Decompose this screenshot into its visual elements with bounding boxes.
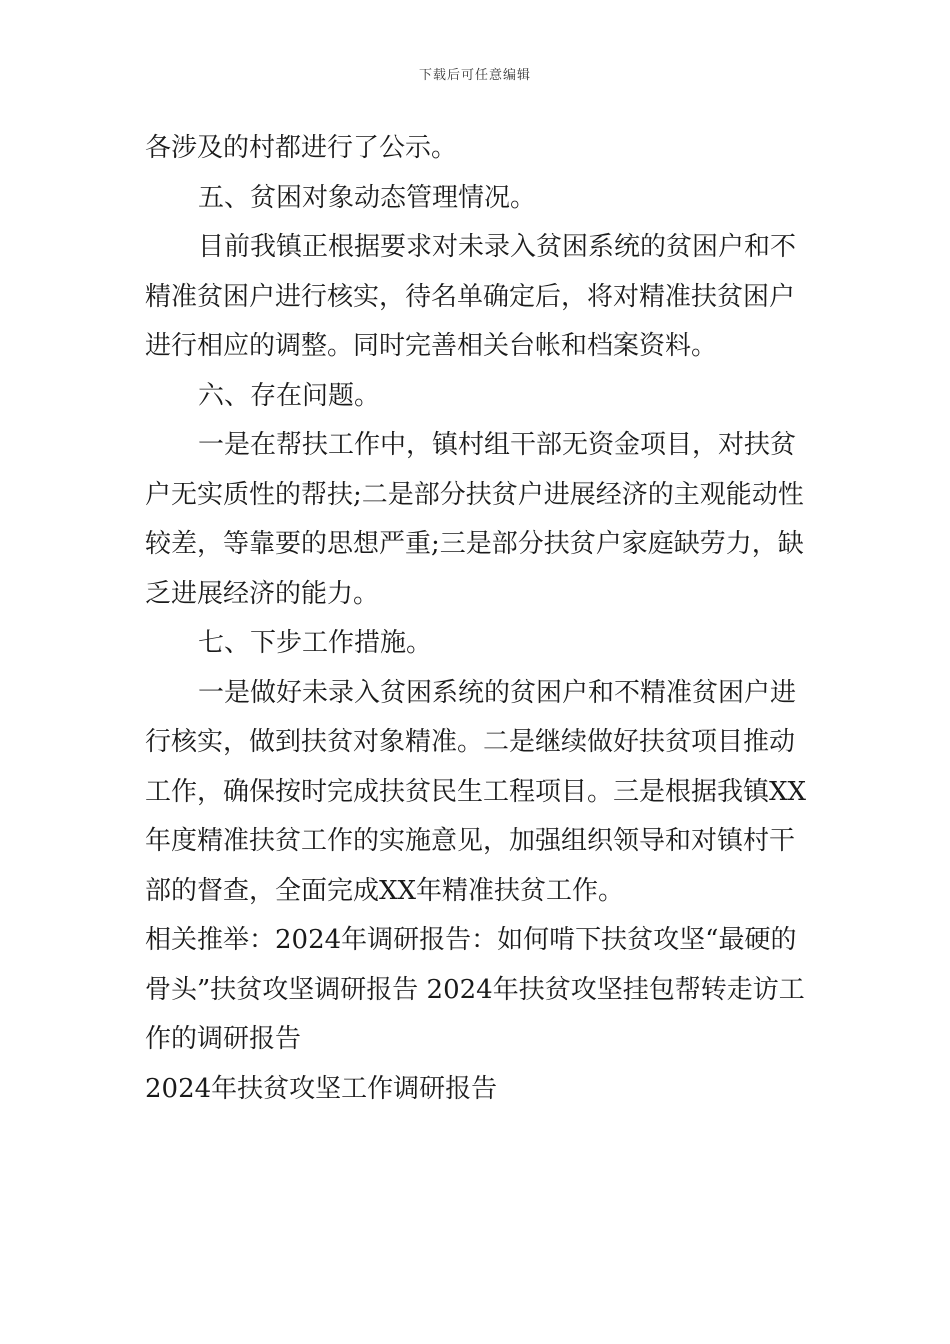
text-line: 进行相应的调整。同时完善相关台帐和档案资料。 (145, 331, 718, 361)
document-title-line: 2024年扶贫攻坚工作调研报告 (145, 1073, 498, 1104)
section-heading: 五、贫困对象动态管理情况。 (198, 182, 537, 213)
related-line: 骨头”扶贫攻坚调研报告 2024年扶贫攻坚挂包帮转走访工 (145, 974, 805, 1005)
text-line: 一是在帮扶工作中，镇村组干部无资金项目，对扶贫 (198, 430, 797, 460)
text-line: 各涉及的村都进行了公示。 (145, 133, 458, 163)
text-line: 户无实质性的帮扶;二是部分扶贫户进展经济的主观能动性 (145, 479, 804, 510)
text-line: 行核实，做到扶贫对象精准。二是继续做好扶贫项目推动 (145, 727, 796, 757)
section-heading: 六、存在问题。 (198, 380, 381, 411)
text-line: 精准贫困户进行核实，待名单确定后，将对精准扶贫困户 (145, 281, 796, 312)
section-heading: 七、下步工作措施。 (198, 628, 433, 658)
text-line: 乏进展经济的能力。 (145, 578, 380, 609)
document-body (145, 124, 810, 1114)
text-line: 部的督查，全面完成XX年精准扶贫工作。 (145, 875, 625, 906)
related-line: 作的调研报告 (145, 1024, 302, 1054)
text-line: 较差，等靠要的思想严重;三是部分扶贫户家庭缺劳力，缺 (145, 529, 804, 559)
text-line: 目前我镇正根据要求对未录入贫困系统的贫困户和不 (198, 232, 797, 262)
text-line: 年度精准扶贫工作的实施意见，加强组织领导和对镇村干 (145, 826, 796, 856)
text-line: 工作，确保按时完成扶贫民生工程项目。三是根据我镇XX (145, 776, 807, 807)
text-line: 一是做好未录入贫困系统的贫困户和不精准贫困户进 (198, 677, 797, 708)
page-header: 下载后可任意编辑 (418, 68, 531, 83)
related-line: 相关推举：2024年调研报告：如何啃下扶贫攻坚“最硬的 (145, 925, 797, 955)
